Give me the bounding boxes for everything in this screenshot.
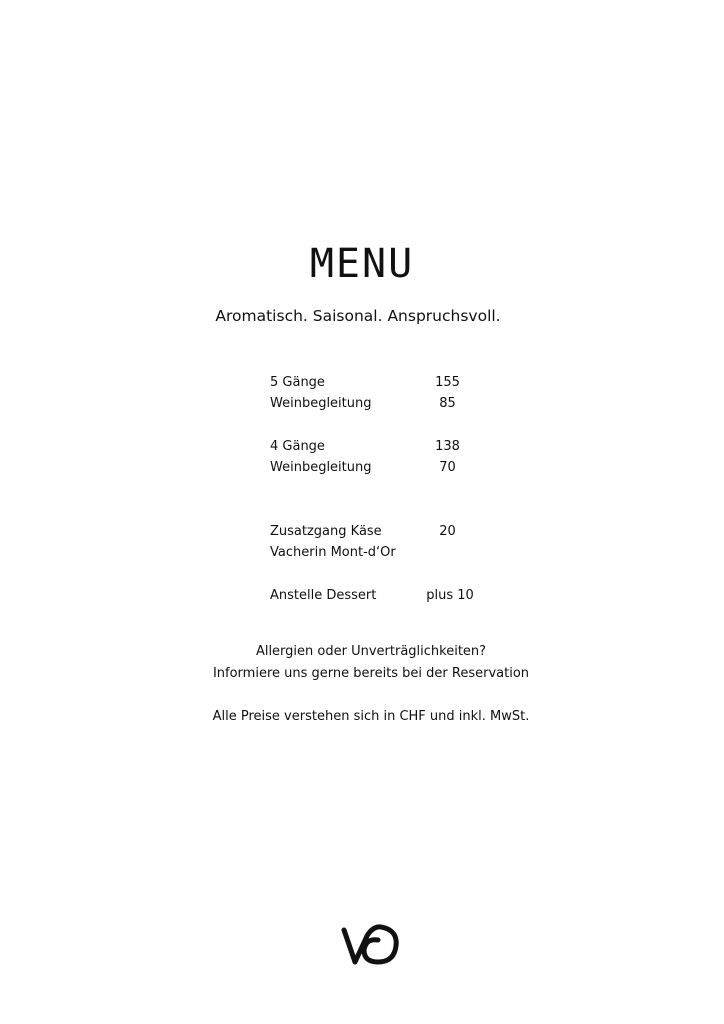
menu-item-price: 85 <box>439 396 456 411</box>
menu-item-price: 155 <box>435 375 460 390</box>
wo-monogram-logo-icon <box>340 918 404 968</box>
menu-item-label: Zusatzgang Käse <box>270 524 382 539</box>
menu-row <box>270 394 510 414</box>
menu-row <box>270 543 510 563</box>
menu-item-label: Weinbegleitung <box>270 396 372 411</box>
menu-item-label: Anstelle Dessert <box>270 588 377 603</box>
menu-item-price: plus 10 <box>426 588 474 603</box>
menu-item-price: 70 <box>439 460 456 475</box>
menu-title: MENU <box>309 241 415 287</box>
menu-item-label: Vacherin Mont-d‘Or <box>270 545 396 560</box>
menu-item-price: 138 <box>435 439 460 454</box>
menu-row <box>270 458 510 478</box>
menu-item-label: 4 Gänge <box>270 439 325 454</box>
menu-row <box>270 373 510 393</box>
menu-row <box>270 586 510 606</box>
allergy-info: Informiere uns gerne bereits bei der Reservation <box>212 666 530 681</box>
menu-row <box>270 437 510 457</box>
menu-subtitle: Aromatisch. Saisonal. Anspruchsvoll. <box>215 307 501 325</box>
menu-row <box>270 522 510 542</box>
allergy-question: Allergien oder Unverträglichkeiten? <box>255 644 487 659</box>
menu-item-price: 20 <box>439 524 456 539</box>
menu-item-label: Weinbegleitung <box>270 460 372 475</box>
menu-item-label: 5 Gänge <box>270 375 325 390</box>
prices-info: Alle Preise verstehen sich in CHF und inkl. MwSt. <box>212 709 530 724</box>
